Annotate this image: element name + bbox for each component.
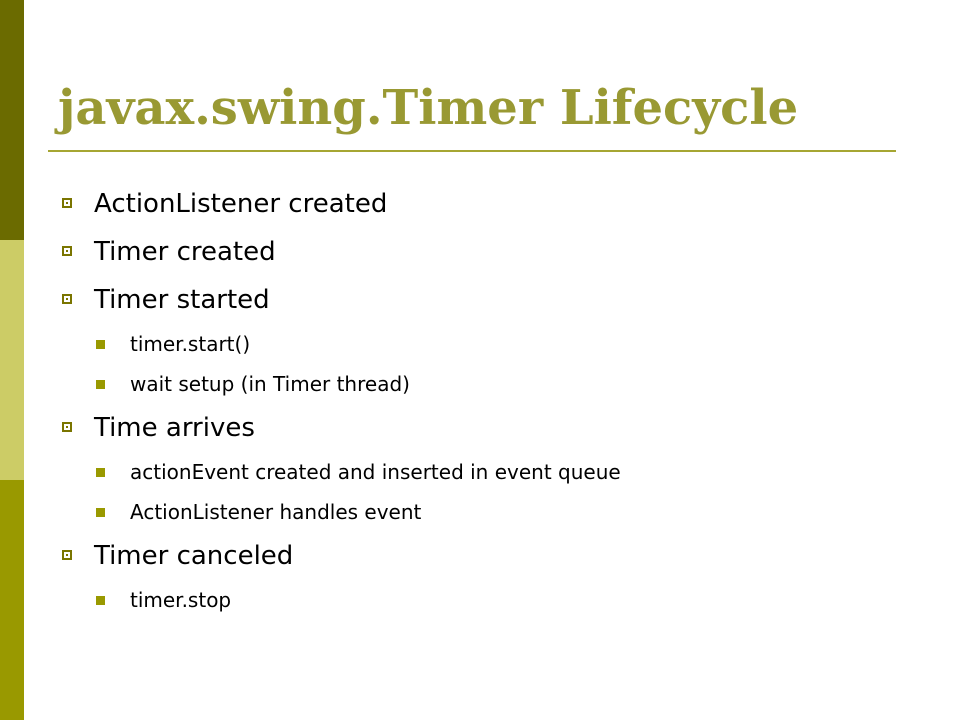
title-underline (48, 150, 896, 152)
bullet-list (62, 180, 922, 620)
hollow-square-bullet-icon (62, 198, 72, 208)
side-bar-top (0, 0, 24, 240)
filled-square-bullet-icon (96, 380, 105, 389)
bullet-text: Timer canceled (94, 541, 294, 571)
bullet-item (62, 180, 922, 228)
sub-bullet-text: actionEvent created and inserted in event queue (130, 460, 621, 484)
filled-square-bullet-icon (96, 468, 105, 477)
sub-bullet-text: ActionListener handles event (130, 500, 422, 524)
sub-bullet-text: timer.start() (130, 332, 251, 356)
side-bar-bottom (0, 480, 24, 720)
sub-bullet-item (62, 324, 922, 364)
sub-bullet-item (62, 492, 922, 532)
side-bar-middle (0, 240, 24, 480)
sub-bullet-item (62, 580, 922, 620)
filled-square-bullet-icon (96, 508, 105, 517)
slide-title: javax.swing.Timer Lifecycle (58, 80, 799, 136)
bullet-item (62, 276, 922, 324)
bullet-text: Time arrives (94, 413, 255, 443)
bullet-item (62, 404, 922, 452)
hollow-square-bullet-icon (62, 294, 72, 304)
sub-bullet-item (62, 452, 922, 492)
bullet-item (62, 228, 922, 276)
sub-bullet-text: timer.stop (130, 588, 232, 612)
hollow-square-bullet-icon (62, 550, 72, 560)
bullet-item (62, 532, 922, 580)
bullet-text: ActionListener created (94, 189, 388, 219)
bullet-text: Timer created (94, 237, 276, 267)
filled-square-bullet-icon (96, 596, 105, 605)
sub-bullet-item (62, 364, 922, 404)
sub-bullet-text: wait setup (in Timer thread) (130, 372, 410, 396)
hollow-square-bullet-icon (62, 246, 72, 256)
bullet-text: Timer started (94, 285, 270, 315)
filled-square-bullet-icon (96, 340, 105, 349)
hollow-square-bullet-icon (62, 422, 72, 432)
